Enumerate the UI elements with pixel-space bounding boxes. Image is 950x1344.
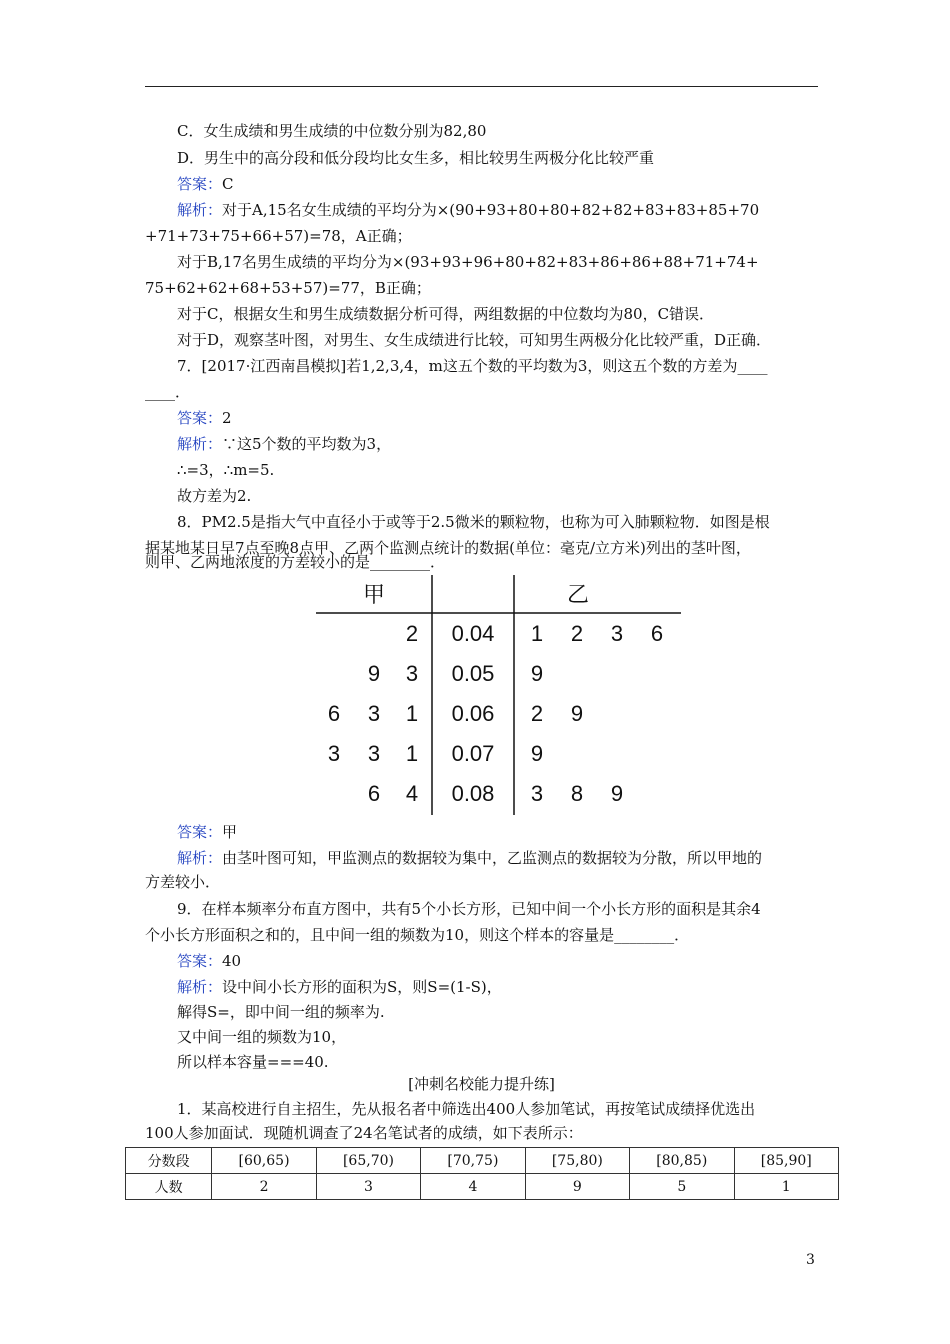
- question-8-line-3: 则甲、乙两地浓度的方差较小的是________．: [145, 553, 446, 571]
- solution-7-line-3: 故方差为2.: [177, 487, 252, 505]
- question-1-line-2: 100人参加面试．现随机调查了24名笔试者的成绩，如下表所示：: [145, 1124, 583, 1142]
- stem-value: 0.04: [451, 621, 495, 646]
- solution-6-line-3: 对于B,17名男生成绩的平均分为×(93+93+96+80+82+83+86+86+88+71+74+: [177, 253, 759, 271]
- score-range-cell: [75,80): [525, 1148, 629, 1174]
- stem-leaf-svg: [316, 575, 681, 815]
- count-cell: 3: [316, 1174, 420, 1200]
- right-leaf: 1: [530, 621, 544, 646]
- right-leaf: 8: [570, 781, 584, 806]
- solution-label: 解析：: [177, 849, 223, 867]
- left-leaf: 4: [405, 781, 419, 806]
- answer-6: [177, 174, 234, 194]
- solution-8-line-1: [177, 848, 762, 868]
- count-cell: 4: [421, 1174, 525, 1200]
- score-table-header-row: [126, 1148, 839, 1174]
- left-leaf: 3: [367, 741, 381, 766]
- solution-6-line-1: [177, 200, 759, 220]
- right-leaf: 2: [530, 701, 544, 726]
- right-leaf: 9: [610, 781, 624, 806]
- page-number: 3: [806, 1252, 815, 1268]
- stem-value: 0.08: [451, 781, 495, 806]
- score-table: [125, 1147, 839, 1200]
- solution-9-line-4: 所以样本容量===40.: [177, 1053, 329, 1071]
- solution-9-line-2: 解得S=，即中间一组的频率为.: [177, 1003, 385, 1021]
- question-7-line-1: 7．[2017·江西南昌模拟]若1,2,3,4，m这五个数的平均数为3，则这五个数的方差为____: [177, 357, 768, 375]
- solution-8-line-2: 方差较小．: [145, 873, 221, 891]
- score-range-cell: [60,65): [212, 1148, 316, 1174]
- question-9-line-1: 9．在样本频率分布直方图中，共有5个小长方形，已知中间一个小长方形的面积是其余4: [177, 900, 761, 918]
- solution-7-line-1: [177, 434, 391, 454]
- score-range-cell: [80,85): [630, 1148, 734, 1174]
- right-leaf: 3: [610, 621, 624, 646]
- right-leaf: 3: [530, 781, 544, 806]
- left-leaf: 6: [367, 781, 381, 806]
- answer-value: 甲: [222, 823, 238, 841]
- answer-label: 答案：: [177, 409, 223, 427]
- left-leaf: 3: [405, 661, 419, 686]
- stem-value: 0.07: [451, 741, 495, 766]
- option-c: C．女生成绩和男生成绩的中位数分别为82,80: [177, 122, 487, 140]
- right-leaf: 2: [570, 621, 584, 646]
- score-table-data-row: [126, 1174, 839, 1200]
- right-leaf: 6: [650, 621, 664, 646]
- score-range-cell: [85,90]: [734, 1148, 838, 1174]
- solution-label: 解析：: [177, 978, 223, 996]
- left-leaf: 1: [405, 701, 419, 726]
- stem-leaf-plot: [316, 575, 681, 815]
- solution-text: ∵这5个数的平均数为3，: [222, 435, 392, 453]
- stem-value: 0.05: [451, 661, 495, 686]
- solution-text: 由茎叶图可知，甲监测点的数据较为集中，乙监测点的数据较为分散，所以甲地的: [222, 849, 763, 867]
- stem-value: 0.06: [451, 701, 495, 726]
- answer-value: 2: [222, 409, 232, 427]
- solution-6-line-6: 对于D，观察茎叶图，对男生、女生成绩进行比较，可知男生两极分化比较严重，D正确．: [177, 331, 772, 349]
- answer-9: [177, 951, 241, 971]
- solution-6-line-5: 对于C，根据女生和男生成绩数据分析可得，两组数据的中位数均为80，C错误．: [177, 305, 715, 323]
- left-header: 甲: [362, 582, 386, 607]
- question-7-line-2: ____．: [145, 383, 191, 401]
- solution-6-line-2: +71+73+75+66+57)=78，A正确；: [145, 227, 412, 245]
- right-leaf: 9: [530, 741, 544, 766]
- solution-9-line-3: 又中间一组的频数为10，: [177, 1028, 347, 1046]
- score-range-cell: [70,75): [421, 1148, 525, 1174]
- section-title: [冲刺名校能力提升练]: [408, 1075, 555, 1093]
- left-leaf: 9: [367, 661, 381, 686]
- left-leaf: 6: [327, 701, 341, 726]
- stem-leaf-rows: [328, 621, 663, 806]
- score-range-label: 分数段: [126, 1148, 212, 1174]
- left-leaf: 2: [405, 621, 419, 646]
- count-cell: 5: [630, 1174, 734, 1200]
- left-leaf: 3: [327, 741, 341, 766]
- left-leaf: 1: [405, 741, 419, 766]
- right-leaf: 9: [530, 661, 544, 686]
- header-rule: [145, 86, 818, 87]
- solution-7-line-2: ∴=3，∴m=5.: [177, 461, 275, 479]
- question-9-line-2: 个小长方形面积之和的，且中间一组的频数为10，则这个样本的容量是________．: [145, 926, 690, 944]
- left-leaf: 3: [367, 701, 381, 726]
- question-8-line-2: 据某地某日早7点至晚8点甲、乙两个监测点统计的数据(单位：毫克/立方米)列出的茎叶图，: [145, 539, 751, 557]
- count-cell: 2: [212, 1174, 316, 1200]
- solution-label: 解析：: [177, 435, 223, 453]
- count-cell: 9: [525, 1174, 629, 1200]
- count-cell: 1: [734, 1174, 838, 1200]
- answer-8: [177, 822, 237, 842]
- answer-label: 答案：: [177, 952, 223, 970]
- answer-label: 答案：: [177, 175, 223, 193]
- solution-text: 设中间小长方形的面积为S，则S=(1-S)，: [222, 978, 502, 996]
- right-leaf: 9: [570, 701, 584, 726]
- question-8-line-1: 8．PM2.5是指大气中直径小于或等于2.5微米的颗粒物，也称为可入肺颗粒物．如图是根: [177, 513, 770, 531]
- solution-6-line-4: 75+62+62+68+53+57)=77，B正确；: [145, 279, 431, 297]
- solution-label: 解析：: [177, 201, 223, 219]
- answer-label: 答案：: [177, 823, 223, 841]
- answer-7: [177, 408, 232, 428]
- option-d: D．男生中的高分段和低分段均比女生多，相比较男生两极分化比较严重: [177, 149, 655, 167]
- solution-text: 对于A,15名女生成绩的平均分为×(90+93+80+80+82+82+83+83+85+70: [222, 201, 760, 219]
- score-range-cell: [65,70): [316, 1148, 420, 1174]
- question-1-line-1: 1．某高校进行自主招生，先从报名者中筛选出400人参加笔试，再按笔试成绩择优选出: [177, 1100, 756, 1118]
- answer-value: C: [222, 175, 234, 193]
- right-header: 乙: [566, 582, 590, 607]
- count-label: 人数: [126, 1174, 212, 1200]
- answer-value: 40: [222, 952, 242, 970]
- solution-9-line-1: [177, 977, 502, 997]
